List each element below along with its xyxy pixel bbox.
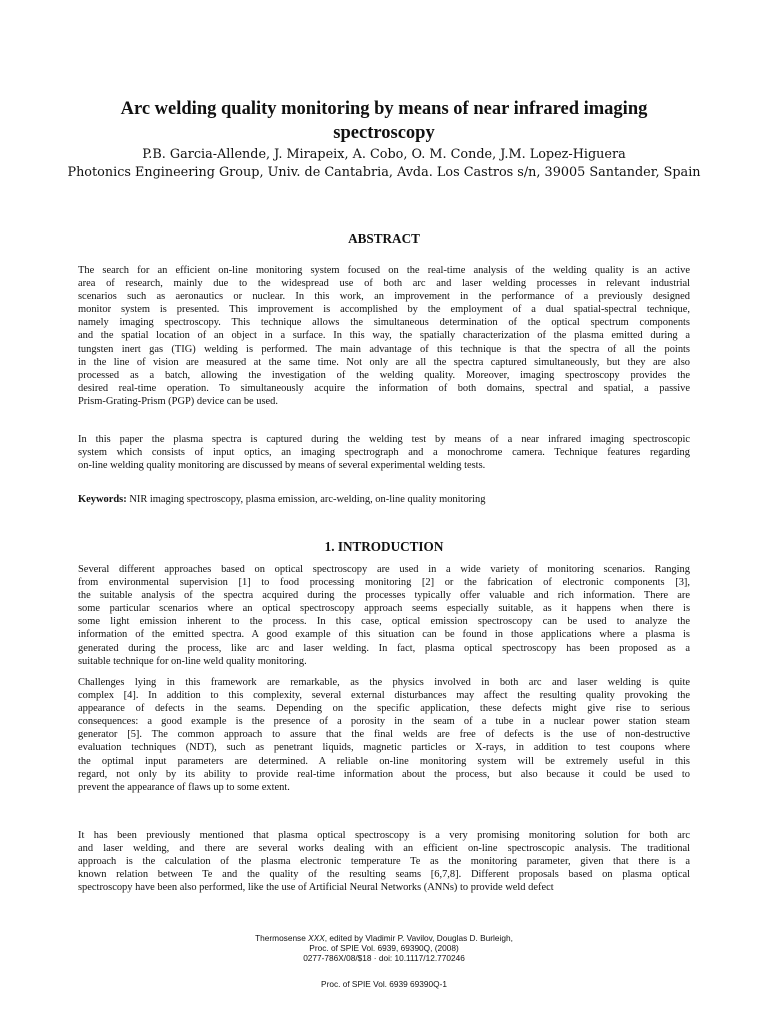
- text-line: The search for an efficient on-line monitoring system focused on the real-time analysis of the welding quality is an active: [78, 265, 690, 276]
- keywords-label: Keywords:: [78, 494, 127, 505]
- text-line: desired real-time operation. To simultaneously acquire the information of both domains, spectral and spatial, a passive: [78, 382, 690, 394]
- page-number: Proc. of SPIE Vol. 6939 69390Q-1: [321, 979, 447, 989]
- text-line: consequences: a good example is the presence of a porosity in the seam of a tube in a nuclear power station steam: [78, 716, 690, 728]
- footer-line-2: Proc. of SPIE Vol. 6939, 69390Q, (2008): [309, 943, 459, 953]
- author-list: P.B. Garcia-Allende, J. Mirapeix, A. Cobo, O. M. Conde, J.M. Lopez-Higuera: [142, 147, 626, 162]
- text-line: prevent the appearance of flaws up to some extent.: [78, 781, 290, 793]
- text-line: some light emission inherent to the process. In this case, optical emission spectroscopy can be used to analyze the: [78, 616, 690, 628]
- text-line: generator [5]. The common approach to assure that the final welds are free of defects is the use of non-destructive: [78, 729, 690, 741]
- text-line: area of research, mainly due to the widespread use of both arc and laser welding processes in relevant industrial: [78, 278, 690, 290]
- text-line: spectroscopy have been also performed, like the use of Artificial Neural Networks (ANNs) to provide weld defect: [78, 882, 554, 894]
- text-line: evaluation techniques (NDT), such as penetrant liquids, magnetic particles or X-rays, in addition to test coupons where: [78, 742, 690, 754]
- text-line: It has been previously mentioned that plasma optical spectroscopy is a very promising monitoring solution for both arc: [78, 830, 690, 841]
- footer-line-3: 0277-786X/08/$18 · doi: 10.1117/12.770246: [303, 953, 465, 963]
- paper-title: Arc welding quality monitoring by means of near infrared imaging spectroscopy: [120, 99, 648, 143]
- text-line: In this paper the plasma spectra is captured during the welding test by means of a near infrared imaging spectroscopic: [78, 434, 690, 445]
- text-line: tungsten inert gas (TIG) welding is performed. The main advantage of this technique is that the spectra of all the points: [78, 343, 690, 355]
- text-line: scenarios such as aeronautics or nuclear. In this work, an improvement in the performance of a previously designed: [78, 291, 690, 303]
- abstract-paragraph-2: [78, 433, 690, 472]
- text-line: regard, not only by its ability to provide real-time information about the process, but also because it could be used to: [78, 768, 690, 780]
- text-line: and laser welding, and there are several works dealing with an efficient on-line spectroscopic analysis. The traditional: [78, 843, 690, 855]
- publication-info: [150, 933, 618, 963]
- text-line: from environmental supervision [1] to food processing monitoring [2] or the fabrication of electronic components [3],: [78, 577, 690, 589]
- text-line: some particular scenarios where an optical spectroscopy approach seems especially suitable, as it happens when there is: [78, 603, 690, 615]
- intro-paragraph-1: [78, 563, 690, 668]
- text-line: on-line welding quality monitoring are discussed by means of several experimental welding tests.: [78, 460, 486, 472]
- text-line: monitor system is presented. This improvement is accomplished by the employment of a dual spatial-spectral technique,: [78, 304, 690, 316]
- text-line: suitable technique for on-line weld quality monitoring.: [78, 655, 307, 667]
- text-line: Challenges lying in this framework are remarkable, as the physics involved in both arc and laser welding is quite: [78, 677, 690, 688]
- text-line: system which consists of input optics, an imaging spectrograph and a monochrome camera. Technique features regarding: [78, 447, 690, 459]
- text-line: in the line of vision are measured at the same time. Not only are all the spectra captured simultaneously, but they are also: [78, 356, 690, 368]
- text-line: appearance of defects in the seams. Depending on the specific application, these defects might give rise to serious: [78, 703, 690, 715]
- abstract-heading: ABSTRACT: [348, 231, 420, 246]
- intro-paragraph-2: [78, 676, 690, 794]
- text-line: namely imaging spectroscopy. This technique allows the simultaneous determination of the optical spectrum components: [78, 317, 690, 329]
- intro-paragraph-3: [78, 829, 690, 894]
- text-line: information of the emitted spectra. A good example of this situation can be found in those applications where a plasma is: [78, 629, 690, 641]
- abstract-paragraph-1: [78, 264, 690, 408]
- text-line: the suitable analysis of the spectra acquired during the processes typically offer valuable and rich information. There are: [78, 590, 690, 602]
- text-line: generated during the process, like arc and laser welding. In fact, plasma optical spectroscopy has been proposed as a: [78, 642, 690, 654]
- affiliation: Photonics Engineering Group, Univ. de Cantabria, Avda. Los Castros s/n, 39005 Santander, Spain: [67, 165, 701, 180]
- text-line: approach is the calculation of the plasma electronic temperature Te as the monitoring parameter, given that there is a: [78, 856, 690, 868]
- text-line: known relation between Te and the quality of the resulting seams [6,7,8]. Different proposals based on plasma optical: [78, 869, 690, 881]
- text-line: complex [4]. In addition to this complexity, several external disturbances may affect the resulting quality provoking the: [78, 690, 690, 702]
- keywords-text: NIR imaging spectroscopy, plasma emission, arc-welding, on-line quality monitoring: [126, 494, 486, 505]
- introduction-heading: 1. INTRODUCTION: [324, 539, 444, 554]
- keywords: [78, 493, 690, 506]
- text-line: Prism-Grating-Prism (PGP) device can be used.: [78, 395, 279, 407]
- text-line: processed as a batch, allowing the investigation of the welding quality. Moreover, imaging spectroscopy provides the: [78, 369, 690, 381]
- text-line: the optimal input parameters are determined. A reliable on-line monitoring system will be extremely useful in this: [78, 755, 690, 767]
- text-line: Several different approaches based on optical spectroscopy are used in a wide variety of monitoring scenarios. Ranging: [78, 564, 690, 575]
- text-line: and the spatial location of an object in a surface. In this way, the spatially characterization of the plasma emitted during a: [78, 330, 690, 342]
- footer-line-1: Thermosense XXX, edited by Vladimir P. Vavilov, Douglas D. Burleigh,: [255, 933, 513, 943]
